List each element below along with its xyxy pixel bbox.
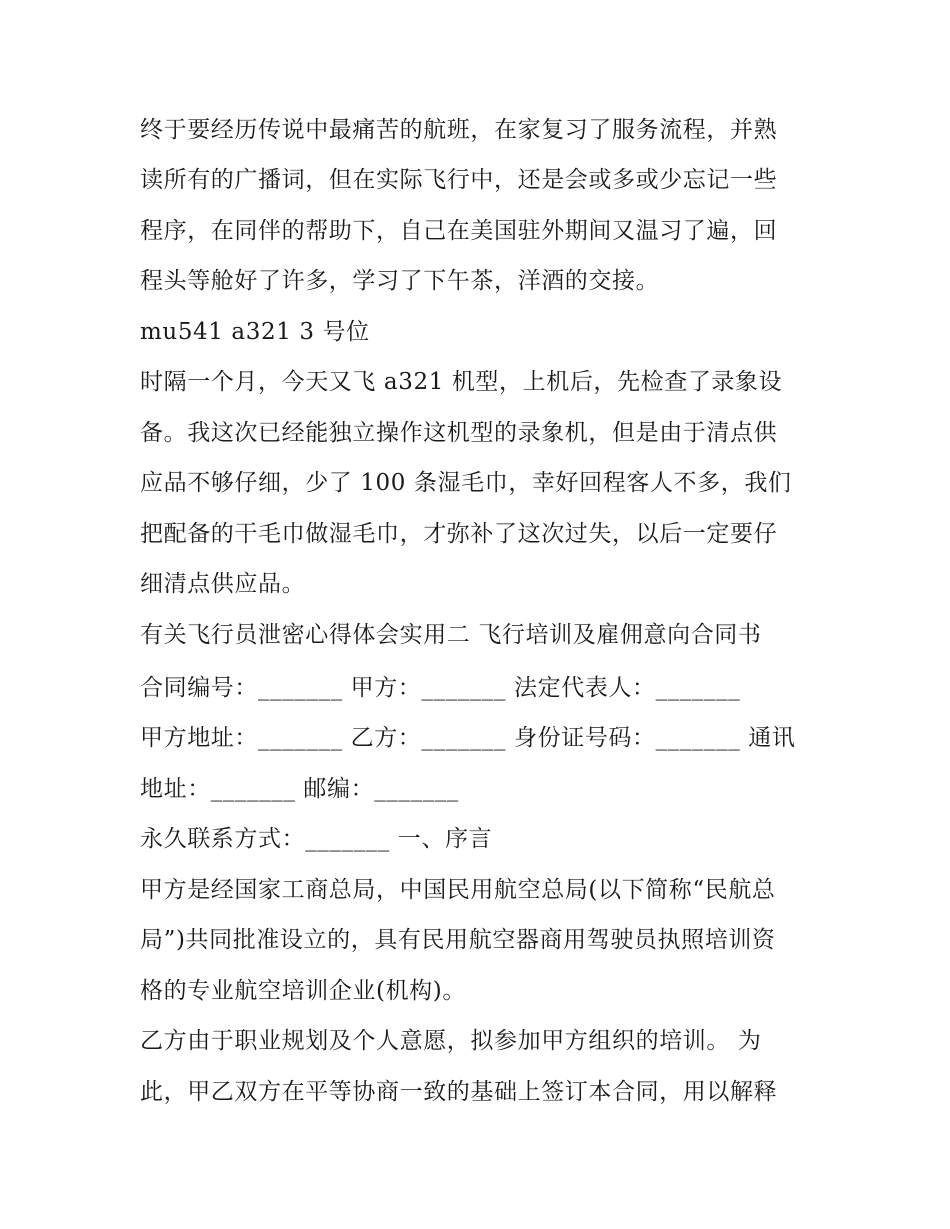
text-line: 格的专业航空培训企业(机构)。 <box>140 978 466 1004</box>
text-line: 程序，在同伴的帮助下，自己在美国驻外期间又温习了遍，回 <box>140 218 778 244</box>
text-line: 有关飞行员泄密心得体会实用二 飞行培训及雇佣意向合同书 <box>140 622 762 648</box>
text-line: 此，甲乙双方在平等协商一致的基础上签订本合同，用以解释 <box>140 1079 778 1105</box>
text-line: 永久联系方式：_______ 一、序言 <box>140 826 493 852</box>
text-line: 应品不够仔细，少了 100 条湿毛巾，幸好回程客人不多，我们 <box>140 470 792 496</box>
text-line: 备。我这次已经能独立操作这机型的录象机，但是由于清点供 <box>140 420 778 446</box>
text-line: mu541 a321 3 号位 <box>140 319 370 345</box>
text-line: 程头等舱好了许多，学习了下午茶，洋酒的交接。 <box>140 268 660 294</box>
text-line: 地址：_______ 邮编：_______ <box>140 776 459 802</box>
text-line: 读所有的广播词，但在实际飞行中，还是会或多或少忘记一些 <box>140 167 778 193</box>
text-line: 乙方由于职业规划及个人意愿，拟参加甲方组织的培训。 为 <box>140 1028 762 1054</box>
text-line: 终于要经历传说中最痛苦的航班，在家复习了服务流程，并熟 <box>140 117 778 143</box>
text-line: 把配备的干毛巾做湿毛巾，才弥补了这次过失，以后一定要仔 <box>140 521 778 547</box>
text-line: 甲方是经国家工商总局，中国民用航空总局(以下简称“民航总 <box>140 877 776 903</box>
text-line: 细清点供应品。 <box>140 571 306 597</box>
text-line: 合同编号：_______ 甲方：_______ 法定代表人：_______ <box>140 675 741 701</box>
text-line: 甲方地址：_______ 乙方：_______ 身份证号码：_______ 通讯 <box>140 725 796 751</box>
text-line: 局”)共同批准设立的，具有民用航空器商用驾驶员执照培训资 <box>140 927 776 953</box>
text-line: 时隔一个月，今天又飞 a321 机型，上机后，先检查了录象设 <box>140 369 783 395</box>
